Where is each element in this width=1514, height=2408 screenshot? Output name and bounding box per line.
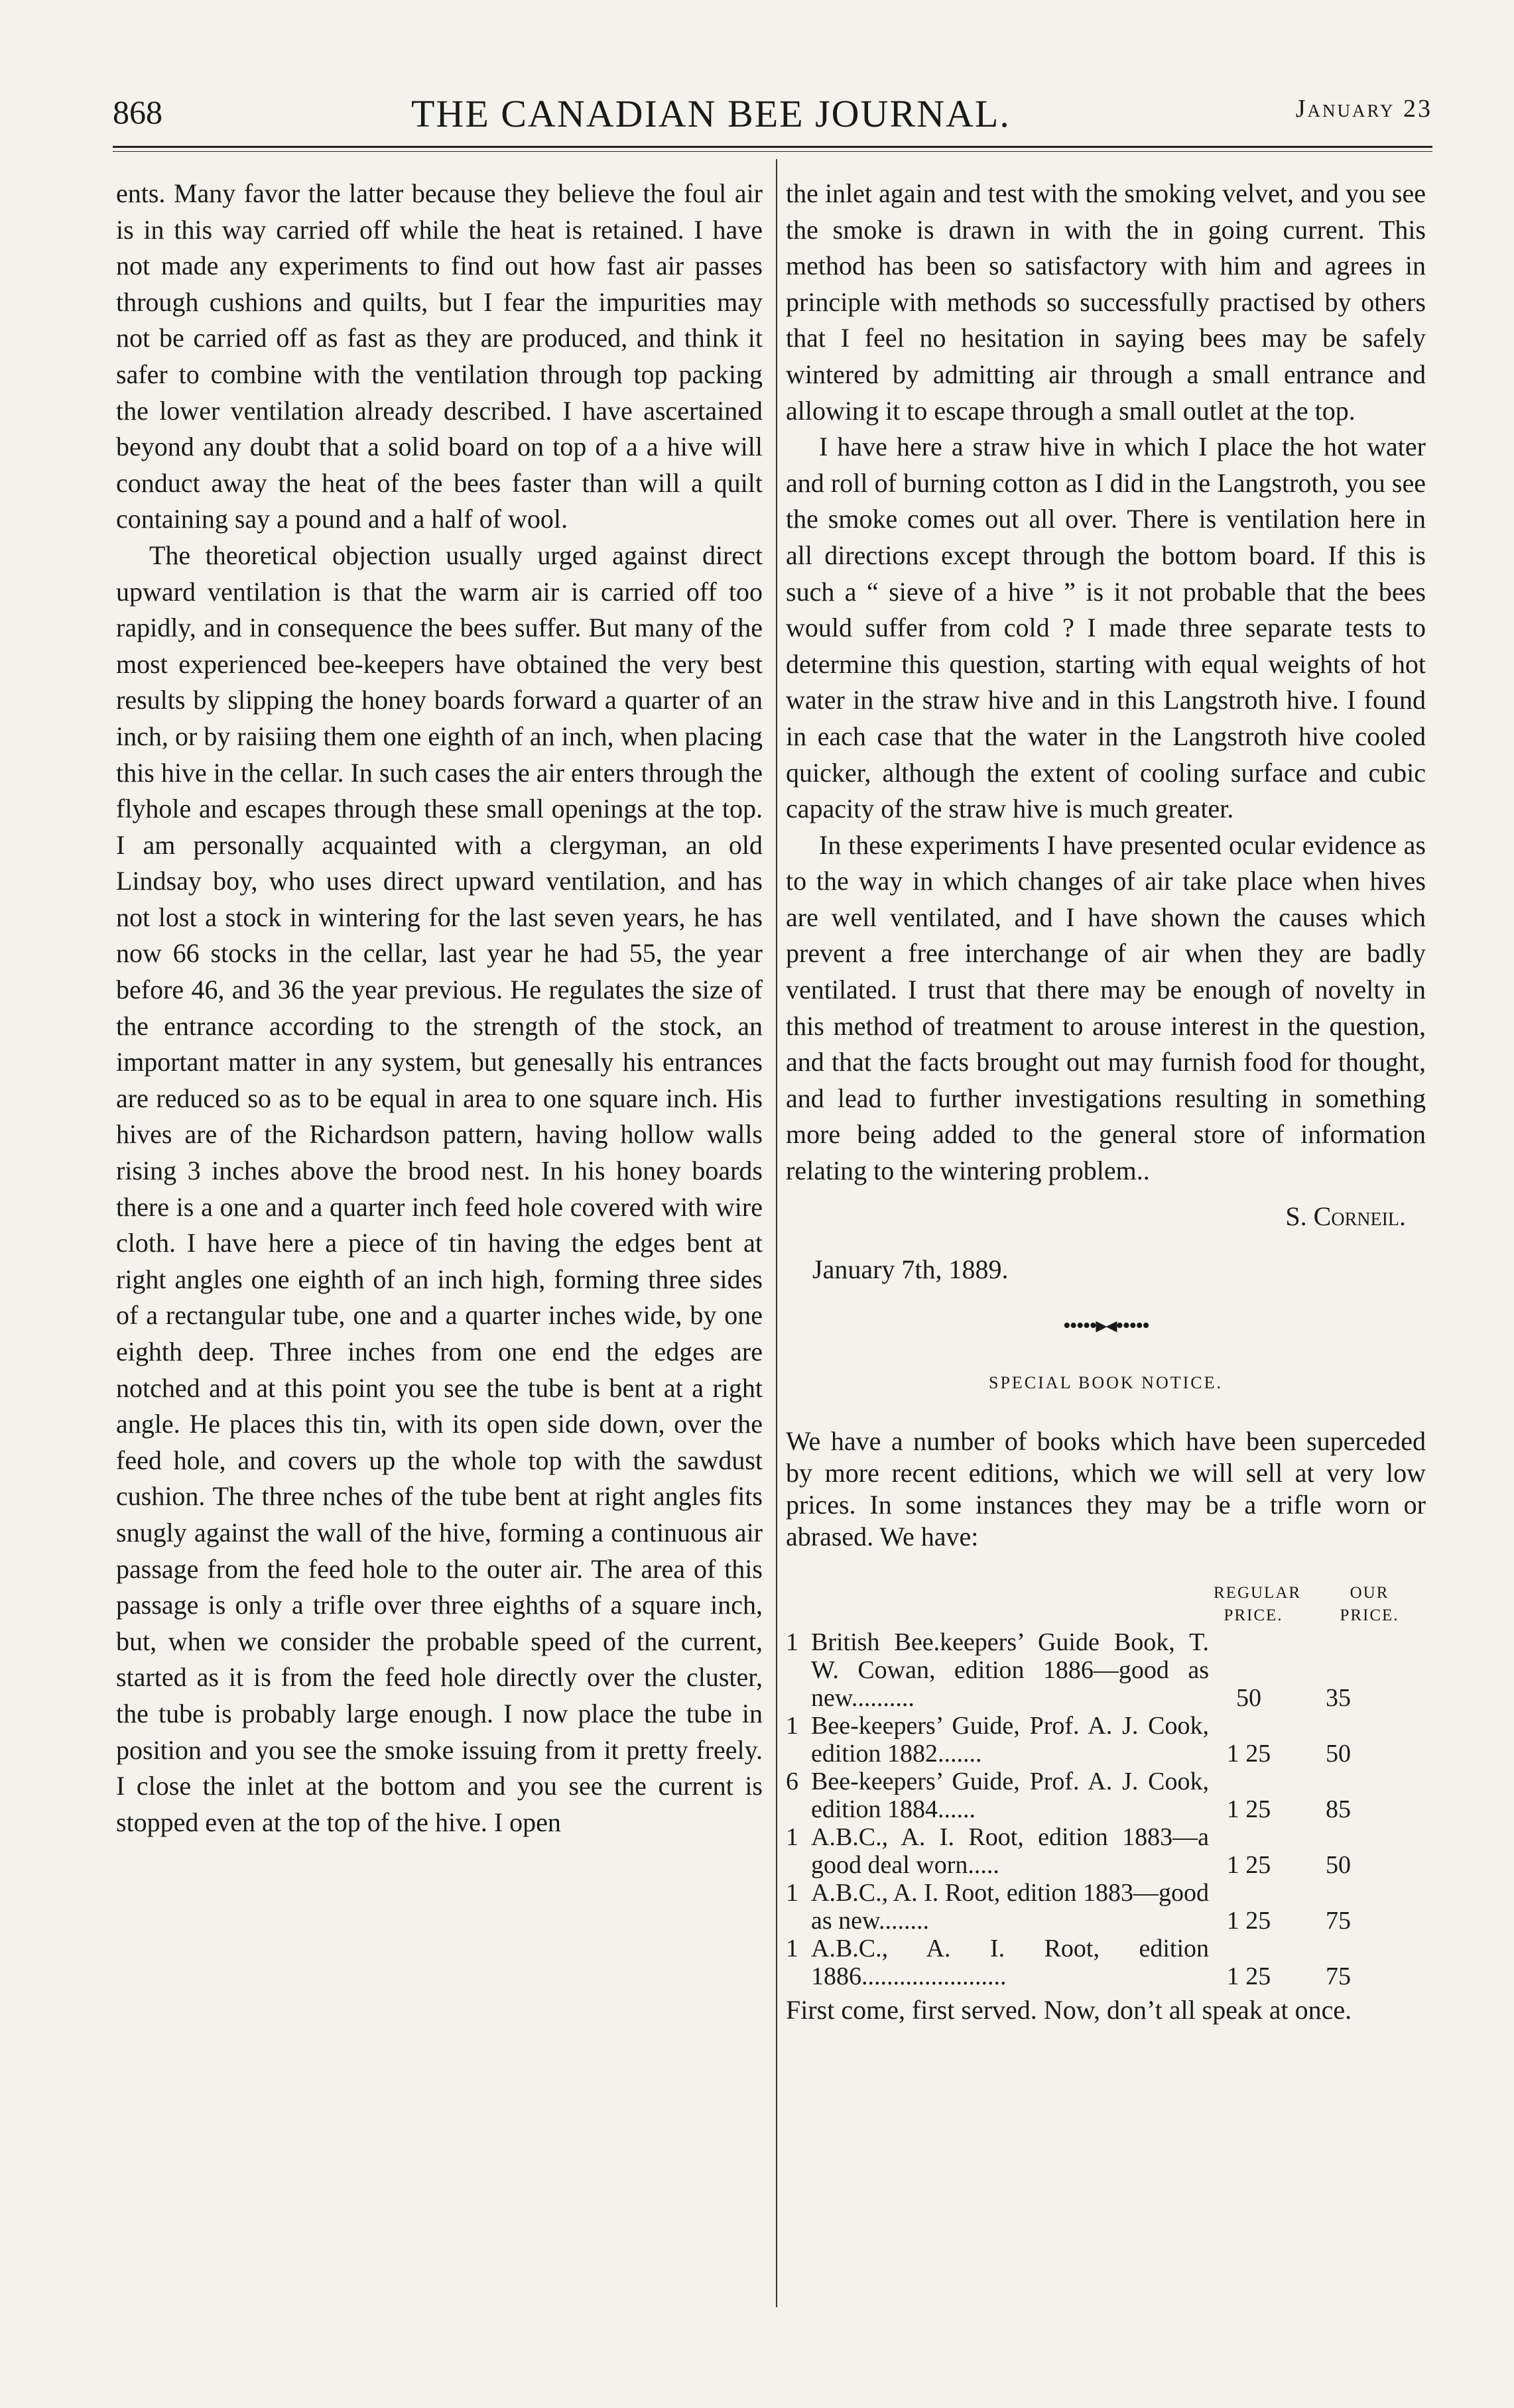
book-our-price: 75 [1326, 1907, 1351, 1935]
book-qty: 6 [786, 1768, 798, 1795]
ornament-divider: •••••▸◂••••• [1062, 1313, 1149, 1338]
book-qty: 1 [786, 1935, 798, 1962]
book-regular-price: 50 [1236, 1684, 1261, 1712]
page-header [113, 93, 1432, 139]
book-title: Bee-keepers’ Guide, Prof. A. J. Cook, edition 1884...... [811, 1768, 1209, 1823]
right-column [786, 176, 1426, 2026]
header-rule-thin [113, 151, 1432, 152]
book-row [786, 1935, 1426, 1990]
paragraph: the inlet again and test with the smoking velvet, and you see the smoke is drawn in with the in going current. This method has been so satisfactory with him and agrees in principle with methods so successfully practised by others that I feel no hesitation in saying bees may be safely wintered by admitting air through a small entrance and allowing it to escape through a small outlet at the top. [786, 178, 1426, 426]
notice-title: SPECIAL BOOK NOTICE. [989, 1373, 1223, 1393]
book-title: A.B.C., A. I. Root, edition 1886....................... [811, 1935, 1209, 1990]
header-rule [113, 146, 1432, 148]
book-qty: 1 [786, 1879, 798, 1907]
dateline: January 7th, 1889. [812, 1254, 1009, 1285]
book-regular-price: 1 25 [1226, 1851, 1271, 1879]
book-our-price: 85 [1326, 1795, 1351, 1823]
book-regular-price: 1 25 [1226, 1740, 1271, 1768]
book-our-price: 50 [1326, 1740, 1351, 1768]
paragraph: In these experiments I have presented ocular evidence as to the way in which changes of air take place when hives are well ventilated, and I have shown the causes which prevent a free interchange of air when they are badly ventilated. I trust that there may be enough of novelty in this method of treatment to arouse interest in the question, and that the facts brought out may furnish food for thought, and lead to further investigations resulting in something more being added to the general store of information relating to the wintering problem.. [786, 829, 1426, 1186]
regular-price-header: REGULAR PRICE. [1214, 1584, 1302, 1624]
notice-closing: First come, first served. Now, don’t all speak at once. [786, 1995, 1352, 2025]
book-title: Bee-keepers’ Guide, Prof. A. J. Cook, edition 1882....... [811, 1712, 1209, 1768]
book-row [786, 1712, 1426, 1768]
book-title: British Bee.keepers’ Guide Book, T. W. Cowan, edition 1886—good as new.......... [811, 1628, 1209, 1712]
book-regular-price: 1 25 [1226, 1907, 1271, 1935]
notice-intro: We have a number of books which have been superceded by more recent editions, which we will sell at very low prices. In some instances they may be a trifle worn or abrased. We have: [786, 1426, 1426, 1551]
page-number: 868 [113, 93, 162, 131]
paragraph: The theoretical objection usually urged against direct upward ventilation is that the warm air is carried off too rapidly, and in consequence the bees suffer. But many of the most experienced bee-keepers have obtained the very best results by slipping the honey boards forward a quarter of an inch, or by raisiing them one eighth of an inch, when placing this hive in the cellar. In such cases the air enters through the flyhole and escapes through these small openings at the top. I am personally acquainted with a clergyman, an old Lindsay boy, who uses direct upward ventilation, and has not lost a stock in wintering for the last seven years, he has now 66 stocks in the cellar, last year he had 55, the year before 46, and 36 the year previous. He regulates the size of the entrance according to the strength of the stock, an important matter in any system, but genesally his entrances are reduced so as to be equal in area to one square inch. His hives are of the Richardson pattern, having hollow walls rising 3 inches above the brood nest. In his honey boards there is a one and a quarter inch feed hole covered with wire cloth. I have here a piece of tin having the edges bent at right angles one eighth of an inch high, forming three sides of a rectangular tube, one and a quarter inches wide, by one eighth deep. Three inches from one end the edges are notched and at this point you see the tube is bent at a right angle. He places this tin, with its open side down, over the feed hole, and covers up the whole top with the sawdust cushion. The three nches of the tube bent at right angles fits snugly against the wall of the hive, forming a continuous air passage from the feed hole to the outer air. The area of this passage is only a trifle over three eighths of a square inch, but, when we consider the probable speed of the current, started as it is from the feed hole directly over the cluster, the tube is probably large enough. I now place the tube in position and you see the smoke issuing from it pretty freely. I close the inlet at the bottom and you see the current is stopped even at the top of the hive. I open [116, 540, 763, 1837]
column-divider [776, 159, 777, 2307]
book-row [786, 1823, 1426, 1879]
book-our-price: 50 [1326, 1851, 1351, 1879]
book-title: A.B.C., A. I. Root, edition 1883—good as new........ [811, 1879, 1209, 1935]
book-list [786, 1628, 1426, 1990]
issue-date: January 23 [1295, 95, 1432, 123]
price-headers [786, 1582, 1426, 1627]
book-row [786, 1628, 1426, 1712]
book-regular-price: 1 25 [1226, 1795, 1271, 1823]
book-regular-price: 1 25 [1226, 1962, 1271, 1990]
author-signature: S. Corneil. [1285, 1201, 1406, 1231]
our-price-header: OUR PRICE. [1340, 1584, 1399, 1624]
left-column [116, 176, 763, 1840]
paragraph: I have here a straw hive in which I place the hot water and roll of burning cotton as I did in the Langstroth, you see the smoke comes out all over. There is ventilation here in all directions except through the bottom board. If this is such a “ sieve of a hive ” is it not probable that the bees would suffer from cold ? I made three separate tests to determine this question, starting with equal weights of hot water in the straw hive and in this Langstroth hive. I found in each case that the water in the Langstroth hive cooled quicker, although the extent of cooling surface and cubic capacity of the straw hive is much greater. [786, 432, 1426, 824]
journal-title: THE CANADIAN BEE JOURNAL. [411, 92, 1011, 135]
book-qty: 1 [786, 1712, 798, 1740]
book-row [786, 1879, 1426, 1935]
book-qty: 1 [786, 1628, 798, 1656]
book-title: A.B.C., A. I. Root, edition 1883—a good deal worn..... [811, 1823, 1209, 1879]
paragraph: ents. Many favor the latter because they believe the foul air is in this way carried off while the heat is retained. I have not made any experiments to find out how fast air passes through cushions and quilts, but I fear the impurities may not be carried off as fast as they are produced, and think it safer to combine with the ventilation through top packing the lower ventilation already described. I have ascertained beyond any doubt that a solid board on top of a a hive will conduct away the heat of the bees faster than will a quilt containing say a pound and a half of wool. [116, 178, 763, 534]
book-qty: 1 [786, 1823, 798, 1851]
book-our-price: 75 [1326, 1962, 1351, 1990]
book-row [786, 1768, 1426, 1823]
book-our-price: 35 [1326, 1684, 1351, 1712]
